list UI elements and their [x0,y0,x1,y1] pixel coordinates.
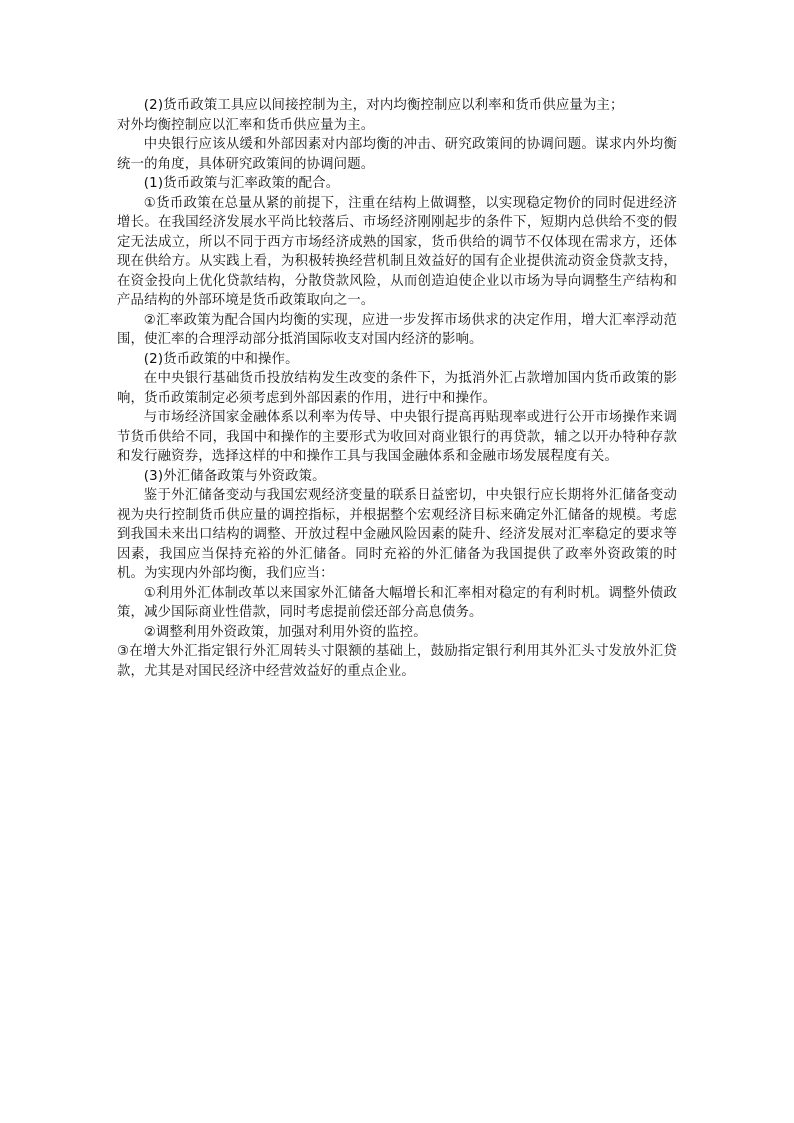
paragraph-reserves-policy: 鉴于外汇储备变动与我国宏观经济变量的联系日益密切，中央银行应长期将外汇储备变动视为央行控制货币供应量的调控指标，并根据整个宏观经济目标来确定外汇储备的规模。考虑到我国未来出口结构的调整、开放过程中金融风险因素的陡升、经济发展对汇率稳定的要求等因素，我国应当保持充裕的外汇储备。同时充裕的外汇储备为我国提供了政率外资政策的时机。为实现内外部均衡，我们应当： [117,488,677,581]
document-body [117,96,677,681]
paragraph-exchange-rate-policy: ②汇率政策为配合国内均衡的实现，应进一步发挥市场供求的决定作用，增大汇率浮动范围，使汇率的合理浮动部分抵消国际收支对国内经济的影响。 [117,312,677,347]
paragraph-sterilization-conditions: 在中央银行基础货币投放结构发生改变的条件下，为抵消外汇占款增加国内货币政策的影响，货币政策制定必须考虑到外部因素的作用，进行中和操作。 [117,371,677,406]
paragraph-foreign-debt-policy: ①利用外汇体制改革以来国家外汇储备大幅增长和汇率相对稳定的有利时机。调整外债政策，减少国际商业性借款，同时考虑提前偿还部分高息债务。 [117,585,677,620]
paragraph-sterilization-tools: 与市场经济国家金融体系以利率为传导、中央银行提高再贴现率或进行公开市场操作来调节货币供给不同，我国中和操作的主要形式为收回对商业银行的再贷款，辅之以开办特种存款和发行融资券，选择这样的中和操作工具与我国金融体系和金融市场发展程度有关。 [117,410,677,464]
heading-sterilization: (2)货币政策的中和操作。 [143,351,299,367]
paragraph-external-balance: 对外均衡控制应以汇率和货币供应量为主。 [117,117,375,133]
paragraph-monetary-policy-structure: ①货币政策在总量从紧的前提下，注重在结构上做调整，以实现稳定物价的同时促进经济增长。在我国经济发展水平尚比较落后、市场经济刚刚起步的条件下，短期内总供给不变的假定无法成立，所以不同于西方市场经济成熟的国家，货币供给的调节不仅体现在需求方，还体现在供给方。从实践上看，为积极转换经营机制且效益好的国有企业提供流动资金贷款支持，在资金投向上优化贷款结构，分散贷款风险，从而创造迫使企业以市场为导向调整生产结构和产品结构的外部环境是货币政策取向之一。 [117,195,677,308]
paragraph-foreign-capital-policy: ②调整利用外资政策，加强对利用外资的监控。 [143,624,427,640]
heading-monetary-exchange-rate: (1)货币政策与汇率政策的配合。 [143,176,340,191]
heading-reserves-foreign-capital: (3)外汇储备政策与外资政策。 [143,468,326,484]
paragraph-fx-lending: ③在增大外汇指定银行外汇周转头寸限额的基础上，鼓励指定银行利用其外汇头寸发放外汇贷款，尤其是对国民经济中经营效益好的重点企业。 [117,644,677,679]
paragraph-central-bank-coordination: 中央银行应该从缓和外部因素对内部均衡的冲击、研究政策间的协调问题。谋求内外均衡统一的角度，具体研究政策间的协调问题。 [117,137,677,172]
paragraph-policy-tools: (2)货币政策工具应以间接控制为主，对内均衡控制应以利率和货币供应量为主； [143,98,624,113]
